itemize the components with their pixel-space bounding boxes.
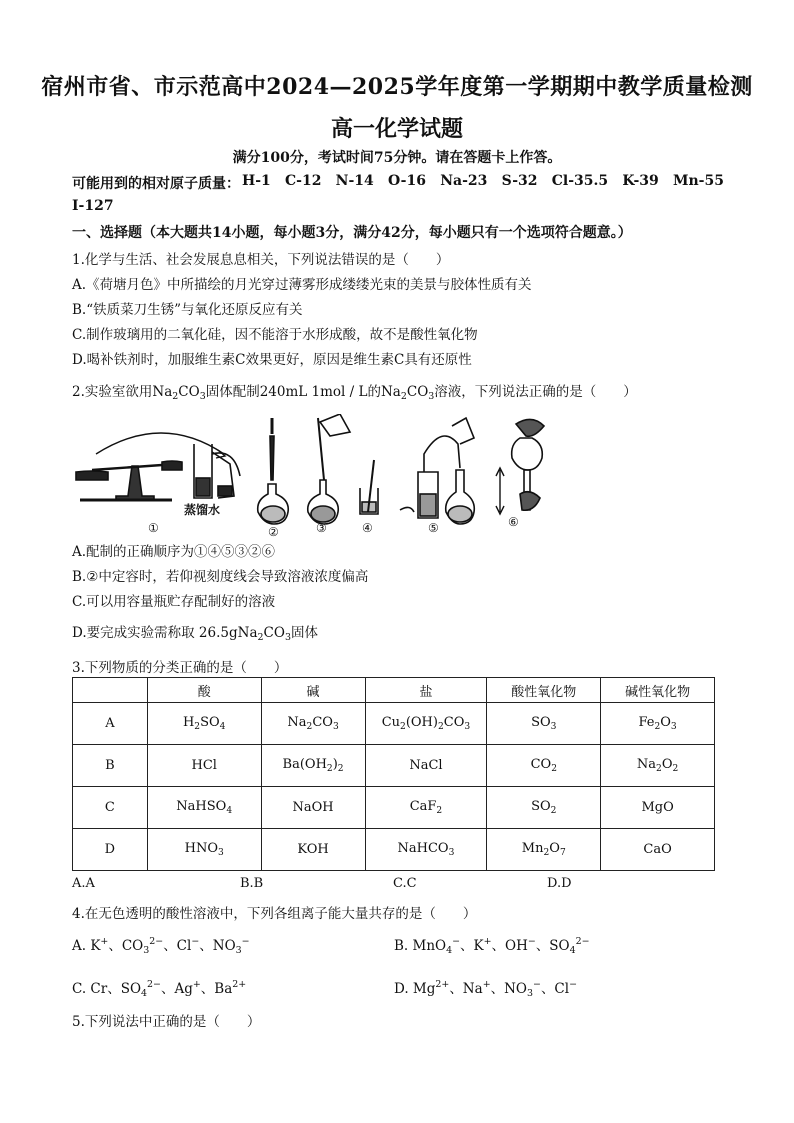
table-cell: NaHSO$_4$ [147, 787, 261, 829]
table-header: 碱性氧化物 [601, 678, 715, 703]
atom-n: N-14 [335, 173, 374, 189]
table-header: 酸性氧化物 [487, 678, 601, 703]
table-row [73, 745, 715, 787]
exam-subtitle: 高一化学试题 [330, 116, 463, 142]
volumetric-flask-icon [308, 414, 350, 524]
exam-title: 宿州市省、市示范高中2024—2025学年度第一学期期中教学质量检测 [41, 74, 753, 100]
table-cell: $Fe_2O_3$ [601, 703, 715, 745]
q2-option-c: C.可以用容量瓶贮存配制好的溶液 [72, 594, 276, 610]
volumetric-flask-icon [258, 418, 289, 524]
table-cell: $Ba(OH_2)_2$ [261, 745, 365, 787]
atom-s: S-32 [501, 173, 538, 189]
table-cell: NaHCO$_3$ [365, 829, 487, 871]
atom-na: Na-23 [440, 173, 488, 189]
table-header-row [73, 678, 715, 703]
q3-stem: 3.下列物质的分类正确的是（ ） [72, 660, 288, 676]
q2-option-b: B.②中定容时，若仰视刻度线会导致溶液浓度偏高 [72, 569, 369, 585]
q1-option-b: B.“铁质菜刀生锈”与氧化还原反应有关 [72, 302, 303, 318]
table-header: 酸 [147, 678, 261, 703]
table-header: 碱 [261, 678, 365, 703]
q5-stem: 5.下列说法中正确的是（ ） [72, 1014, 261, 1030]
q2-stem: 2.实验室欲用$Na_2CO_3$固体配制240mL 1mol / L的$Na_2CO_3$溶液，下列说法正确的是（ ） [72, 384, 637, 402]
table-cell: NaOH [261, 787, 365, 829]
step-label-1: ① [148, 521, 159, 535]
exam-info: 满分100分，考试时间75分钟。请在答题卡上作答。 [232, 150, 562, 166]
q4-option-c: C. Cr、$SO_4^{2-}$、Ag+、$Ba^{2+}$ [72, 979, 247, 999]
table-cell: NaCl [365, 745, 487, 787]
step-label-2: ② [268, 525, 279, 538]
q4-option-d: D. $Mg^{2+}$、Na+、$NO_3^-$、Cl− [394, 979, 578, 999]
q3-option-d: D.D [547, 876, 572, 891]
q1-option-d: D.喝补铁剂时，加服维生素C效果更好，原因是维生素C具有还原性 [72, 352, 472, 368]
table-cell: $HNO_3$ [147, 829, 261, 871]
table-cell: $Na_2CO_3$ [261, 703, 365, 745]
step-label-5: ⑤ [428, 521, 439, 535]
table-row [73, 787, 715, 829]
table-cell: $Na_2O_2$ [601, 745, 715, 787]
stirring-beaker-icon [360, 460, 378, 514]
atomic-masses-list [242, 173, 724, 193]
table-cell: HCl [147, 745, 261, 787]
atom-h: H-1 [242, 173, 271, 189]
row-label: B [73, 745, 148, 787]
q1-option-a: A.《荷塘月色》中所描绘的月光穿过薄雾形成缕缕光束的美景与胶体性质有关 [72, 277, 532, 293]
beaker-icon [194, 444, 240, 498]
q3-option-c: C.C [393, 876, 417, 891]
step-label-3: ③ [316, 521, 327, 535]
apparatus-figure [72, 414, 552, 538]
atomic-masses [72, 173, 724, 193]
atom-cl: Cl-35.5 [551, 173, 609, 189]
atom-i: I-127 [72, 198, 114, 214]
atomic-masses-label: 可能用到的相对原子质量： [72, 176, 240, 192]
step-label-4: ④ [362, 521, 373, 535]
q1-stem: 1.化学与生活、社会发展息息相关，下列说法错误的是（ ） [72, 252, 450, 268]
distilled-water-label: 蒸馏水 [184, 503, 221, 517]
table-cell: $Cu_2(OH)_2CO_3$ [365, 703, 487, 745]
q4-option-a: A. K+、$CO_3^{2-}$、Cl−、$NO_3^-$ [72, 936, 250, 956]
atom-mn: Mn-55 [673, 173, 724, 189]
formula-na2co3: $Na_2CO_3$ [380, 384, 435, 402]
shaking-flask-icon [496, 419, 544, 514]
q3-option-a: A.A [72, 876, 95, 891]
atom-c: C-12 [285, 173, 322, 189]
table-header: 盐 [365, 678, 487, 703]
table-cell: KOH [261, 829, 365, 871]
table-cell: $H_2SO_4$ [147, 703, 261, 745]
formula-na2co3: $Na_2CO_3$ [152, 384, 206, 402]
balance-icon [76, 461, 182, 500]
table-cell: $SO_2$ [487, 787, 601, 829]
q3-option-b: B.B [240, 876, 264, 891]
atom-o: O-16 [387, 173, 426, 189]
table-header [73, 678, 148, 703]
table-cell: CaO [601, 829, 715, 871]
table-cell: $SO_3$ [487, 703, 601, 745]
row-label: D [73, 829, 148, 871]
table-cell: MgO [601, 787, 715, 829]
table-cell: CaF$_2$ [365, 787, 487, 829]
q2-option-a: A.配制的正确顺序为①④⑤③②⑥ [72, 544, 276, 560]
row-label: C [73, 787, 148, 829]
q2-option-d: D.要完成实验需称取 $26.5gNa_2CO_3$固体 [72, 625, 318, 643]
q4-stem: 4.在无色透明的酸性溶液中，下列各组离子能大量共存的是（ ） [72, 906, 477, 922]
row-label: A [73, 703, 148, 745]
table-cell: $CO_2$ [487, 745, 601, 787]
table-cell: $Mn_2O_7$ [487, 829, 601, 871]
q4-option-b: B. MnO$_4$−、K+、OH−、$SO_4^{2-}$ [394, 936, 590, 956]
classification-table [72, 677, 715, 871]
step-label-6: ⑥ [508, 515, 519, 529]
section-heading: 一、选择题（本大题共14小题，每小题3分，满分42分，每小题只有一个选项符合题意。） [72, 225, 632, 241]
formula-na2co3: $Na_2CO_3$ [237, 625, 291, 643]
table-row [73, 703, 715, 745]
wash-bottle-icon [400, 418, 474, 524]
q1-option-c: C.制作玻璃用的二氧化硅，因不能溶于水形成酸，故不是酸性氧化物 [72, 327, 478, 343]
table-row [73, 829, 715, 871]
atom-k: K-39 [622, 173, 659, 189]
transfer-arrow [96, 433, 224, 454]
